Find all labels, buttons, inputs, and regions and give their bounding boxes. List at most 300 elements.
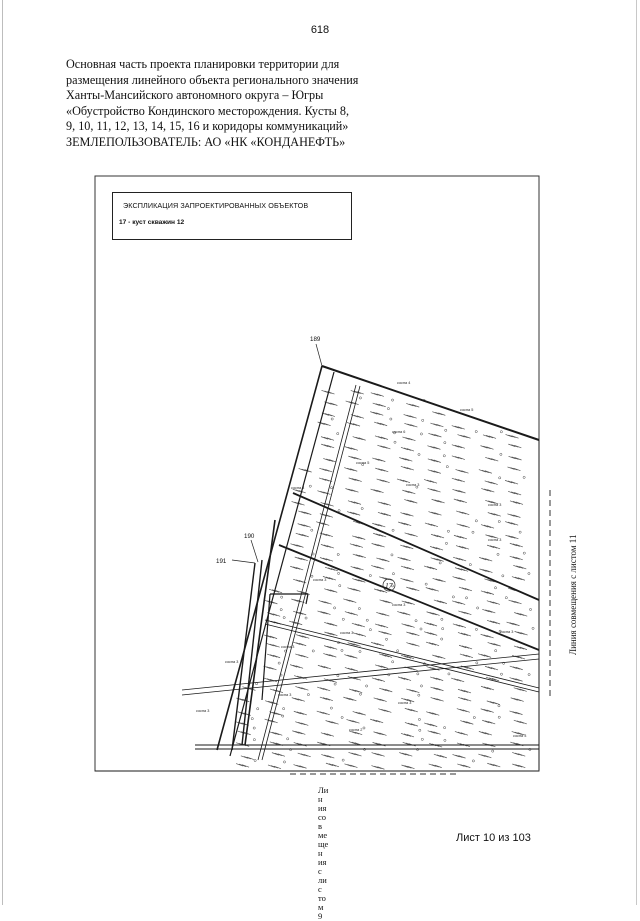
hatch-stroke: [467, 667, 474, 670]
tree-label: сосна 2: [349, 728, 363, 732]
forest-hatch-mark: [403, 742, 416, 746]
hatch-stroke: [426, 712, 433, 715]
forest-hatch-mark: [507, 622, 520, 626]
hatch-stroke: [434, 754, 441, 757]
forest-hatch-mark: [295, 686, 308, 690]
tree-dot: [338, 510, 340, 512]
forest-hatch-mark: [454, 499, 467, 503]
hatch-stroke: [291, 599, 298, 602]
hatch-stroke: [454, 499, 461, 502]
hatch-stroke: [329, 460, 336, 463]
forest-hatch-mark: [478, 654, 491, 658]
hatch-stroke: [375, 624, 382, 627]
tree-dot: [394, 441, 396, 443]
hatch-stroke: [317, 611, 324, 614]
forest-hatch-mark: [481, 686, 494, 690]
tree-dot: [422, 419, 424, 421]
forest-hatch-mark: [506, 434, 519, 438]
hatch-stroke: [461, 471, 468, 474]
forest-hatch-mark: [455, 469, 468, 473]
hatch-stroke: [326, 698, 333, 701]
hatch-stroke: [464, 436, 471, 439]
hatch-stroke: [325, 469, 332, 472]
hatch-stroke: [431, 459, 438, 462]
page-number: 618: [310, 24, 330, 36]
hatch-stroke: [296, 545, 303, 548]
tree-dot: [253, 739, 255, 741]
hatch-stroke: [484, 655, 491, 658]
hatch-stroke: [247, 757, 254, 760]
hatch-stroke: [513, 501, 520, 504]
hatch-stroke: [481, 709, 488, 712]
tree-dot: [500, 431, 502, 433]
hatch-stroke: [292, 731, 299, 734]
hatch-stroke: [304, 754, 311, 757]
tree-dot: [417, 673, 419, 675]
hatch-stroke: [411, 534, 418, 537]
hatch-stroke: [405, 459, 412, 462]
hatch-stroke: [358, 537, 365, 540]
hatch-stroke: [405, 533, 412, 536]
hatch-stroke: [432, 655, 439, 658]
hatch-stroke: [265, 701, 272, 704]
hatch-stroke: [458, 457, 465, 460]
hatch-stroke: [326, 577, 333, 580]
hatch-stroke: [406, 632, 413, 635]
hatch-stroke: [317, 491, 324, 494]
hatch-stroke: [324, 755, 331, 758]
forest-hatch-mark: [291, 599, 304, 603]
hatch-stroke: [408, 667, 415, 670]
hatch-stroke: [486, 435, 493, 438]
hatch-stroke: [490, 764, 497, 767]
bottom-label-part: ме: [318, 830, 328, 840]
hatch-stroke: [405, 438, 412, 441]
hatch-stroke: [514, 601, 521, 604]
hatch-stroke: [326, 763, 333, 766]
hatch-stroke: [317, 687, 324, 690]
forest-hatch-mark: [514, 646, 527, 650]
hatch-stroke: [515, 753, 522, 756]
hatch-stroke: [324, 646, 331, 649]
hatch-stroke: [459, 558, 466, 561]
forest-hatch-mark: [458, 689, 471, 693]
hatch-stroke: [373, 742, 380, 745]
tree-dot: [287, 738, 289, 740]
hatch-stroke: [438, 413, 445, 416]
forest-hatch-mark: [487, 620, 500, 624]
hatch-stroke: [374, 589, 381, 592]
tree-dot: [502, 575, 504, 577]
hatch-stroke: [301, 655, 308, 658]
hatch-stroke: [299, 635, 306, 638]
hatch-stroke: [508, 481, 515, 484]
hatch-stroke: [295, 557, 302, 560]
hatch-stroke: [376, 404, 383, 407]
hatch-stroke: [357, 568, 364, 571]
hatch-stroke: [517, 688, 524, 691]
hatch-stroke: [376, 558, 383, 561]
hatch-stroke: [346, 698, 353, 701]
forest-hatch-mark: [375, 624, 388, 628]
hatch-stroke: [487, 701, 494, 704]
hatch-stroke: [435, 500, 442, 503]
hatch-stroke: [375, 459, 382, 462]
tree-dot: [366, 619, 368, 621]
hatch-stroke: [493, 546, 500, 549]
hatch-stroke: [453, 557, 460, 560]
hatch-stroke: [375, 544, 382, 547]
header-line: Основная часть проекта планировки территории для: [66, 57, 340, 71]
hatch-stroke: [379, 559, 386, 562]
hatch-stroke: [326, 559, 333, 562]
forest-hatch-mark: [509, 711, 522, 715]
hatch-stroke: [513, 667, 520, 670]
forest-hatch-mark: [344, 764, 357, 768]
forest-hatch-mark: [401, 466, 414, 470]
forest-hatch-mark: [269, 732, 282, 736]
hatch-stroke: [349, 720, 356, 723]
hatch-stroke: [510, 556, 517, 559]
tree-dot: [397, 650, 399, 652]
hatch-stroke: [461, 690, 468, 693]
hatch-stroke: [321, 733, 328, 736]
hatch-stroke: [377, 643, 384, 646]
hatch-stroke: [399, 458, 406, 461]
hatch-stroke: [270, 636, 277, 639]
hatch-stroke: [412, 588, 419, 591]
hatch-stroke: [457, 500, 464, 503]
forest-hatch-mark: [347, 588, 360, 592]
hatch-stroke: [323, 558, 330, 561]
forest-hatch-mark: [345, 612, 358, 616]
hatch-stroke: [487, 687, 494, 690]
forest-hatch-mark: [452, 601, 465, 605]
tree-dot: [392, 661, 394, 663]
hatch-stroke: [355, 479, 362, 482]
forest-hatch-mark: [344, 468, 357, 472]
hatch-stroke: [270, 644, 277, 647]
tree-dot: [443, 727, 445, 729]
forest-hatch-mark: [272, 753, 285, 757]
hatch-stroke: [347, 764, 354, 767]
hatch-stroke: [353, 633, 360, 636]
hatch-stroke: [427, 623, 434, 626]
hatch-stroke: [460, 765, 467, 768]
forest-hatch-mark: [319, 478, 332, 482]
hatch-stroke: [330, 633, 337, 636]
hatch-stroke: [425, 523, 432, 526]
hatch-stroke: [455, 601, 462, 604]
forest-hatch-mark: [295, 557, 308, 561]
hatch-stroke: [520, 721, 527, 724]
hatch-stroke: [428, 512, 435, 515]
tree-dot: [283, 708, 285, 710]
hatch-stroke: [437, 559, 444, 562]
hatch-stroke: [478, 654, 485, 657]
hatch-stroke: [484, 755, 491, 758]
hatch-stroke: [301, 558, 308, 561]
tree-dot: [528, 673, 530, 675]
hatch-stroke: [372, 678, 379, 681]
tree-dot: [385, 638, 387, 640]
hatch-stroke: [294, 711, 301, 714]
hatch-stroke: [325, 602, 332, 605]
forest-hatch-mark: [345, 488, 358, 492]
hatch-stroke: [319, 478, 326, 481]
hatch-stroke: [343, 697, 350, 700]
tree-label: сосна 3: [513, 734, 527, 738]
hatch-stroke: [329, 655, 336, 658]
hatch-stroke: [488, 642, 495, 645]
forest-hatch-mark: [321, 544, 334, 548]
tree-dot: [341, 649, 343, 651]
hatch-stroke: [483, 435, 490, 438]
hatch-stroke: [349, 402, 356, 405]
forest-hatch-mark: [478, 754, 491, 758]
hatch-stroke: [433, 447, 440, 450]
hatch-stroke: [512, 457, 519, 460]
hatch-stroke: [376, 534, 383, 537]
hatch-stroke: [429, 764, 436, 767]
tree-dot: [283, 616, 285, 618]
forest-hatch-mark: [458, 697, 471, 701]
hatch-stroke: [272, 753, 279, 756]
forest-hatch-mark: [510, 501, 523, 505]
hatch-stroke: [436, 579, 443, 582]
hatch-stroke: [481, 446, 488, 449]
forest-hatch-mark: [320, 533, 333, 537]
hatch-stroke: [236, 698, 243, 701]
hatch-stroke: [378, 469, 385, 472]
hatch-stroke: [485, 733, 492, 736]
tree-dot: [495, 650, 497, 652]
hatch-stroke: [381, 666, 388, 669]
hatch-stroke: [353, 437, 360, 440]
hatch-stroke: [236, 764, 243, 767]
forest-hatch-mark: [479, 731, 492, 735]
hatch-stroke: [490, 701, 497, 704]
hatch-stroke: [356, 545, 363, 548]
forest-hatch-mark: [349, 689, 362, 693]
hatch-stroke: [374, 566, 381, 569]
hatch-stroke: [301, 524, 308, 527]
hatch-stroke: [490, 546, 497, 549]
hatch-stroke: [430, 481, 437, 484]
tree-dot: [452, 596, 454, 598]
tree-dot: [418, 694, 420, 696]
hatch-stroke: [433, 613, 440, 616]
hatch-stroke: [327, 546, 334, 549]
hatch-stroke: [407, 734, 414, 737]
hatch-stroke: [295, 698, 302, 701]
hatch-stroke: [517, 647, 524, 650]
forest-hatch-mark: [375, 468, 388, 472]
forest-hatch-mark: [379, 688, 392, 692]
tree-label: сосна 3: [488, 538, 502, 542]
forest-hatch-mark: [512, 577, 525, 581]
forest-hatch-mark: [321, 437, 334, 441]
hatch-stroke: [274, 766, 281, 769]
hatch-stroke: [324, 545, 331, 548]
hatch-stroke: [375, 665, 382, 668]
hatch-stroke: [440, 601, 447, 604]
hatch-stroke: [402, 437, 409, 440]
hatch-stroke: [511, 492, 518, 495]
hatch-stroke: [505, 535, 512, 538]
hatch-stroke: [485, 535, 492, 538]
hatch-stroke: [345, 447, 352, 450]
hatch-stroke: [408, 491, 415, 494]
well-pad-boundary: [279, 545, 539, 650]
tree-dot: [523, 476, 525, 478]
hatch-stroke: [273, 614, 280, 617]
hatch-stroke: [457, 536, 464, 539]
hatch-stroke: [427, 567, 434, 570]
tree-label: сосна 5: [460, 408, 474, 412]
hatch-stroke: [320, 557, 327, 560]
object-number: 17: [385, 581, 393, 590]
forest-hatch-mark: [373, 403, 386, 407]
tree-dot: [342, 618, 344, 620]
hatch-stroke: [428, 731, 435, 734]
hatch-stroke: [323, 712, 330, 715]
forest-hatch-mark: [424, 566, 437, 570]
hatch-stroke: [344, 655, 351, 658]
forest-hatch-mark: [326, 763, 339, 767]
hatch-stroke: [493, 602, 500, 605]
hatch-stroke: [373, 412, 380, 415]
hatch-stroke: [485, 610, 492, 613]
hatch-stroke: [430, 546, 437, 549]
hatch-stroke: [488, 481, 495, 484]
hatch-stroke: [456, 558, 463, 561]
hatch-stroke: [430, 633, 437, 636]
forest-hatch-mark: [514, 612, 527, 616]
hatch-stroke: [404, 467, 411, 470]
hatch-stroke: [491, 513, 498, 516]
hatch-stroke: [377, 490, 384, 493]
hatch-stroke: [505, 480, 512, 483]
hatch-stroke: [322, 469, 329, 472]
hatch-stroke: [455, 445, 462, 448]
hatch-stroke: [438, 656, 445, 659]
hatch-stroke: [353, 544, 360, 547]
hatch-stroke: [412, 633, 419, 636]
bottom-label-part: 9: [318, 911, 323, 921]
hatch-stroke: [459, 645, 466, 648]
hatch-stroke: [405, 708, 412, 711]
hatch-stroke: [323, 688, 330, 691]
hatch-stroke: [429, 712, 436, 715]
hatch-stroke: [350, 656, 357, 659]
hatch-stroke: [350, 588, 357, 591]
forest-hatch-mark: [457, 524, 470, 528]
hatch-stroke: [379, 577, 386, 580]
forest-hatch-mark: [348, 456, 361, 460]
forest-hatch-mark: [372, 543, 385, 547]
tree-dot: [341, 716, 343, 718]
hatch-stroke: [401, 558, 408, 561]
hatch-stroke: [293, 544, 300, 547]
hatch-stroke: [426, 642, 433, 645]
hatch-stroke: [293, 665, 300, 668]
forest-hatch-mark: [432, 499, 445, 503]
hatch-stroke: [513, 623, 520, 626]
hatch-stroke: [293, 567, 300, 570]
hatch-stroke: [453, 754, 460, 757]
hatch-stroke: [406, 689, 413, 692]
forest-hatch-mark: [401, 447, 414, 451]
hatch-stroke: [485, 471, 492, 474]
hatch-stroke: [298, 699, 305, 702]
tree-dot: [330, 487, 332, 489]
hatch-stroke: [294, 600, 301, 603]
hatch-stroke: [351, 566, 358, 569]
forest-hatch-mark: [324, 589, 337, 593]
forest-hatch-mark: [456, 546, 469, 550]
forest-hatch-mark: [505, 480, 518, 484]
forest-hatch-mark: [452, 456, 465, 460]
hatch-stroke: [295, 731, 302, 734]
hatch-stroke: [273, 655, 280, 658]
hatch-stroke: [299, 534, 306, 537]
hatch-stroke: [403, 742, 410, 745]
hatch-stroke: [352, 478, 359, 481]
hatch-stroke: [458, 470, 465, 473]
tree-dot: [359, 693, 361, 695]
hatch-stroke: [463, 710, 470, 713]
hatch-stroke: [432, 412, 439, 415]
hatch-stroke: [518, 632, 525, 635]
hatch-stroke: [461, 733, 468, 736]
leader-line: [232, 560, 255, 563]
hatch-stroke: [516, 557, 523, 560]
tree-dot: [309, 485, 311, 487]
forest-hatch-mark: [296, 635, 309, 639]
tree-dot: [337, 433, 339, 435]
hatch-stroke: [327, 734, 334, 737]
hatch-stroke: [275, 713, 282, 716]
hatch-stroke: [298, 524, 305, 527]
hatch-stroke: [434, 471, 441, 474]
forest-hatch-mark: [317, 611, 330, 615]
hatch-stroke: [326, 515, 333, 518]
hatch-stroke: [434, 600, 441, 603]
hatch-stroke: [293, 579, 300, 582]
forest-hatch-mark: [428, 512, 441, 516]
hatch-stroke: [455, 426, 462, 429]
hatch-stroke: [437, 699, 444, 702]
hatch-stroke: [329, 764, 336, 767]
hatch-stroke: [464, 612, 471, 615]
hatch-stroke: [321, 666, 328, 669]
forest-hatch-mark: [453, 624, 466, 628]
hatch-stroke: [353, 513, 360, 516]
hatch-stroke: [410, 501, 417, 504]
hatch-stroke: [359, 438, 366, 441]
tree-label: сосна 3: [392, 603, 406, 607]
forest-hatch-mark: [347, 422, 360, 426]
hatch-stroke: [510, 623, 517, 626]
hatch-stroke: [355, 624, 362, 627]
hatch-stroke: [439, 579, 446, 582]
forest-hatch-mark: [481, 446, 494, 450]
hatch-stroke: [374, 698, 381, 701]
hatch-stroke: [408, 723, 415, 726]
hatch-stroke: [298, 511, 305, 514]
hatch-stroke: [406, 514, 413, 517]
